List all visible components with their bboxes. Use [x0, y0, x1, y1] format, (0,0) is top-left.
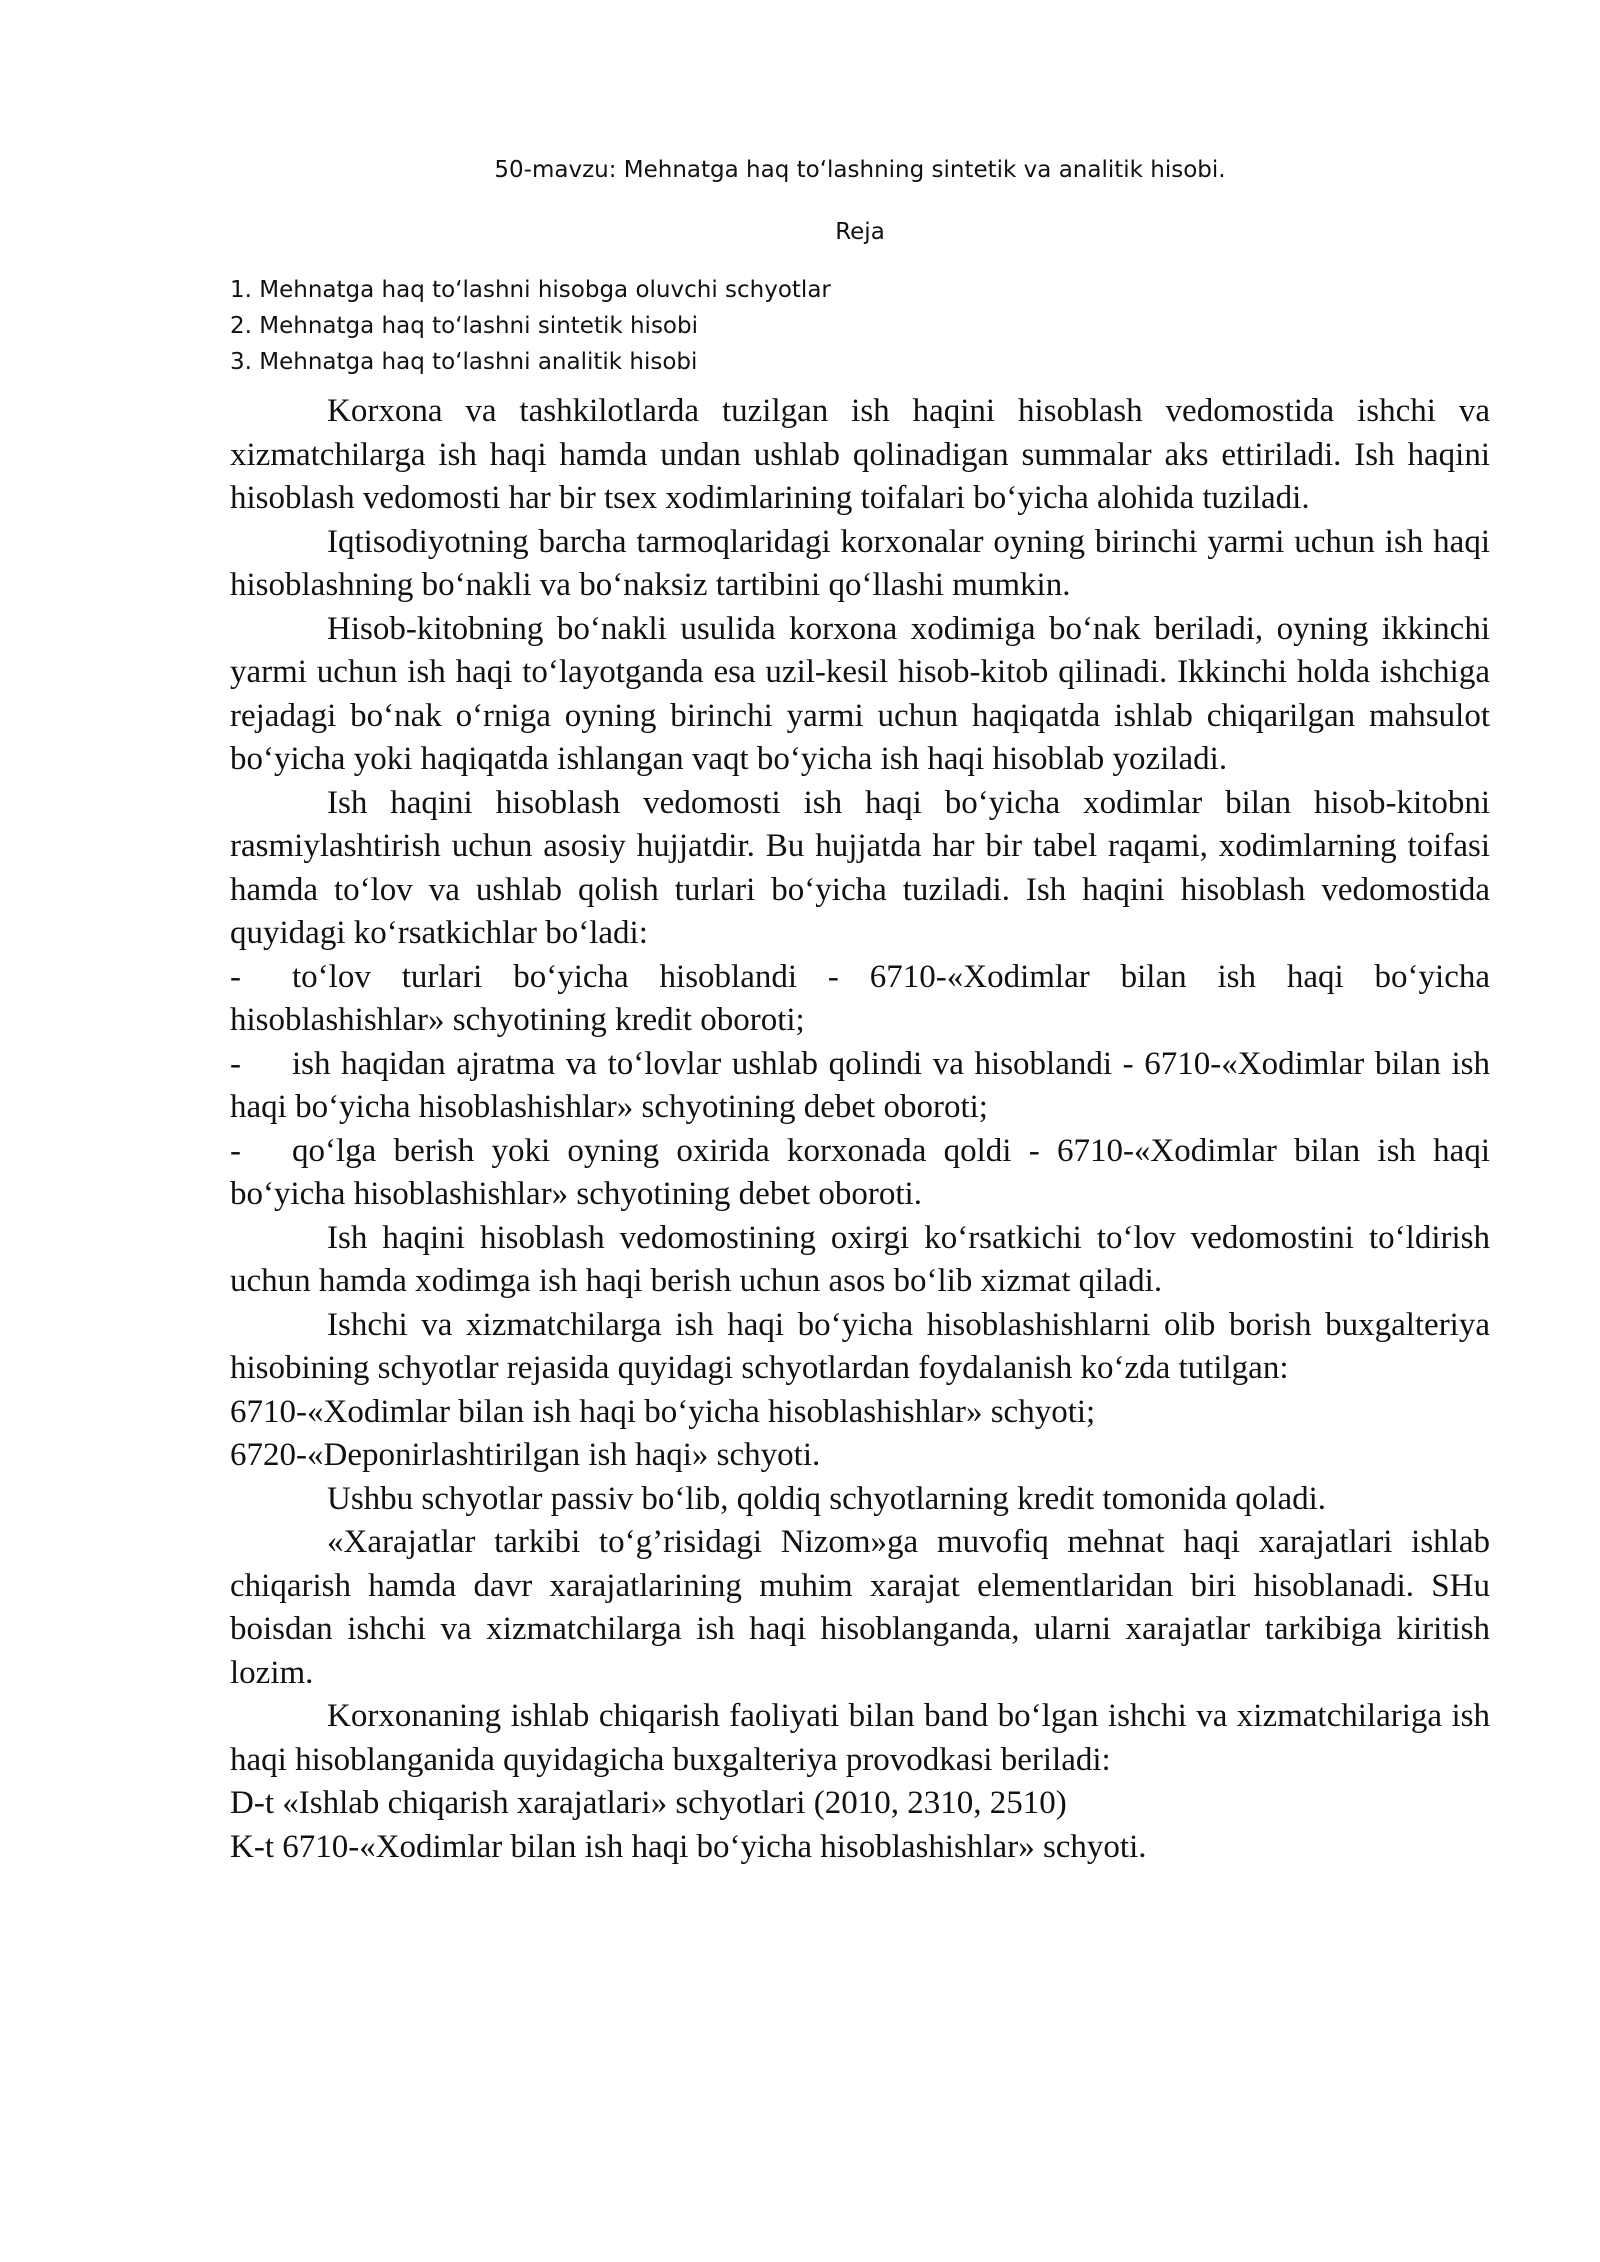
paragraph-2: Iqtisodiyotning barcha tarmoqlaridagi korxonalar oyning birinchi yarmi uchun ish haqi hisoblashning bo‘nakli va bo‘naksiz tartibini qo‘llashi mumkin. [230, 523, 1490, 603]
plan-list [230, 272, 831, 380]
dash-marker: - [230, 1132, 241, 1169]
plan-heading: Reja [835, 219, 885, 245]
plan-item-2: 2. Mehnatga haq to‘lashni sintetik hisobi [230, 313, 698, 339]
account-line-1: 6710-«Xodimlar bilan ish haqi bo‘yicha hisoblashishlar» schyoti; [230, 1393, 1096, 1430]
paragraph-3: Hisob-kitobning bo‘nakli usulida korxona xodimiga bo‘nak beriladi, oyning ikkinchi yarmi uchun ish haqi to‘layotganda esa uzil-kesil hisob-kitob qilinadi. Ikkinchi holda ishchiga rejadagi bo‘nak o‘rniga oyning birinchi yarmi uchun haqiqatda ishlab chiqarilgan mahsulot bo‘yicha yoki haqiqatda ishlangan vaqt bo‘yicha ish haqi hisoblab yoziladi. [230, 610, 1490, 777]
paragraph-6: Ishchi va xizmatchilarga ish haqi bo‘yicha hisoblashishlarni olib borish buxgalteriya hisobining schyotlar rejasida quyidagi schyotlardan foydalanish ko‘zda tutilgan: [230, 1306, 1490, 1386]
account-line-2: 6720-«Deponirlashtirilgan ish haqi» schyoti. [230, 1437, 821, 1473]
dash-item-3 [230, 1130, 1490, 1217]
body-text [230, 390, 1490, 1869]
paragraph-9: Korxonaning ishlab chiqarish faoliyati bilan band bo‘lgan ishchi va xizmatchilariga ish haqi hisoblanganida quyidagicha buxgalteriya provodkasi beriladi: [230, 1698, 1490, 1778]
dash-item-1 [230, 956, 1490, 1043]
dash-marker: - [230, 958, 241, 995]
dash-item-text: qo‘lga berish yoki oyning oxirida korxonada qoldi - 6710-«Xodimlar bilan ish haqi bo‘yicha hisoblashishlar» schyotining debet oboroti. [230, 1132, 1490, 1212]
paragraph-5: Ish haqini hisoblash vedomostining oxirgi ko‘rsatkichi to‘lov vedomostini to‘ldirish uchun hamda xodimga ish haqi berish uchun asos bo‘lib xizmat qiladi. [230, 1219, 1490, 1299]
dash-item-text: ish haqidan ajratma va to‘lovlar ushlab qolindi va hisoblandi - 6710-«Xodimlar bilan ish haqi bo‘yicha hisoblashishlar» schyotining debet oboroti; [230, 1045, 1490, 1125]
dash-marker: - [230, 1045, 241, 1082]
paragraph-8: «Xarajatlar tarkibi to‘g’risidagi Nizom»ga muvofiq mehnat haqi xarajatlari ishlab chiqarish hamda davr xarajatlarining muhim xarajat elementlaridan biri hisoblanadi. SHu boisdan ishchi va xizmatchilarga ish haqi hisoblanganda, ularni xarajatlar tarkibiga kiritish lozim. [230, 1524, 1490, 1691]
document-title: 50-mavzu: Mehnatga haq to‘lashning sintetik va analitik hisobi. [494, 157, 1226, 183]
plan-item-3: 3. Mehnatga haq to‘lashni analitik hisobi [230, 349, 698, 375]
paragraph-1: Korxona va tashkilotlarda tuzilgan ish haqini hisoblash vedomostida ishchi va xizmatchilarga ish haqi hamda undan ushlab qolinadigan summalar aks ettiriladi. Ish haqini hisoblash vedomosti har bir tsex xodimlarining toifalari bo‘yicha alohida tuziladi. [230, 393, 1490, 516]
dash-item-text: to‘lov turlari bo‘yicha hisoblandi - 6710-«Xodimlar bilan ish haqi bo‘yicha hisoblashishlar» schyotining kredit oboroti; [230, 958, 1490, 1038]
plan-item-1: 1. Mehnatga haq to‘lashni hisobga oluvchi schyotlar [230, 277, 831, 303]
entry-debit-line: D-t «Ishlab chiqarish xarajatlari» schyotlari (2010, 2310, 2510) [230, 1785, 1067, 1821]
paragraph-7: Ushbu schyotlar passiv bo‘lib, qoldiq schyotlarning kredit tomonida qoladi. [327, 1480, 1327, 1517]
dash-item-2 [230, 1043, 1490, 1130]
paragraph-4: Ish haqini hisoblash vedomosti ish haqi bo‘yicha xodimlar bilan hisob-kitobni rasmiylashtirish uchun asosiy hujjatdir. Bu hujjatda har bir tabel raqami, xodimlarning toifasi hamda to‘lov va ushlab qolish turlari bo‘yicha tuziladi. Ish haqini hisoblash vedomostida quyidagi ko‘rsatkichlar bo‘ladi: [230, 784, 1490, 951]
entry-credit-line: K-t 6710-«Xodimlar bilan ish haqi bo‘yicha hisoblashishlar» schyoti. [230, 1828, 1147, 1865]
